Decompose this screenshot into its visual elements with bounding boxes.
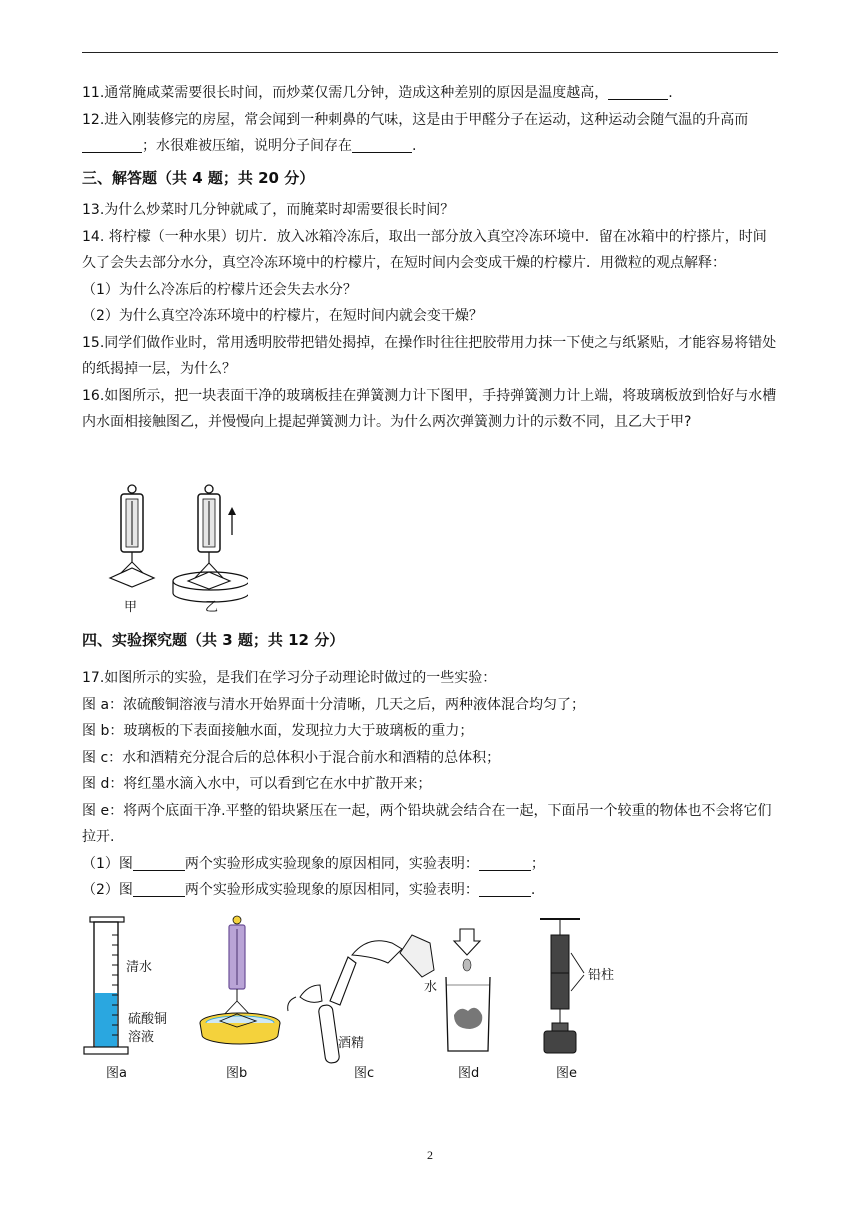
question-17-sub-1: （1）图 两个实验形成实验现象的原因相同，实验表明： ； bbox=[82, 855, 545, 872]
answer-blank[interactable] bbox=[133, 880, 185, 897]
question-14-sub-1: （1）为什么冷冻后的柠檬片还会失去水分？ bbox=[82, 281, 357, 298]
caption-fig-b: 图b bbox=[226, 1066, 248, 1081]
caption-fig-a: 图a bbox=[106, 1066, 127, 1081]
answer-blank[interactable] bbox=[608, 83, 668, 100]
graduated-cylinder bbox=[84, 917, 128, 1054]
caption-fig-e: 图e bbox=[556, 1066, 577, 1081]
spring-scale-with-tray bbox=[200, 916, 280, 1044]
questions-part-2 bbox=[82, 665, 780, 904]
figure-label-yi: 乙 bbox=[205, 600, 219, 615]
question-14: 14. 将柠檬（一种水果）切片．放入冰箱冷冻后，取出一部分放入真空冷冻环境中．留在冰箱中的柠搽片，时间久了会失去部分水分，真空冷冻环境中的柠檬片，在短时间内会变成干燥的柠檬片．用微粒的观点解释： bbox=[82, 228, 767, 271]
question-16: 16.如图所示，把一块表面干净的玻璃板挂在弹簧测力计下图甲，手持弹簧测力计上端，将玻璃板放到恰好与水槽内水面相接触图乙，并慢慢向上提起弹簧测力计。为什么两次弹簧测力计的示数不同，且乙大于甲? bbox=[82, 387, 777, 430]
label-water-c: 水 bbox=[424, 980, 438, 995]
question-15: 15.同学们做作业时，常用透明胶带把错处揭掉，在操作时往往把胶带用力抹一下使之与纸紧贴，才能容易将错处的纸揭掉一层，为什么？ bbox=[82, 334, 777, 377]
question-17-fig-d: 图 d：将红墨水滴入水中，可以看到它在水中扩散开来； bbox=[82, 776, 432, 792]
figure-17-experiments bbox=[82, 915, 642, 1085]
label-cuso4-line1: 硫酸铜 bbox=[128, 1012, 168, 1027]
caption-fig-d: 图d bbox=[458, 1066, 480, 1081]
question-11: 11.通常腌咸菜需要很长时间，而炒菜仅需几分钟，造成这种差别的原因是温度越高， . bbox=[82, 85, 673, 101]
answer-blank[interactable] bbox=[479, 880, 531, 897]
label-alcohol: 酒精 bbox=[338, 1036, 365, 1051]
questions-part-1 bbox=[82, 80, 780, 436]
answer-blank[interactable] bbox=[133, 854, 185, 871]
answer-blank[interactable] bbox=[479, 854, 531, 871]
spring-scale-b bbox=[173, 485, 248, 602]
ink-diffusion-beaker bbox=[446, 929, 490, 1051]
answer-blank[interactable] bbox=[82, 136, 142, 153]
question-14-sub-2: （2）为什么真空冷冻环境中的柠檬片，在短时间内就会变干燥？ bbox=[82, 308, 483, 324]
header-rule bbox=[82, 52, 778, 53]
question-17-fig-c: 图 c：水和酒精充分混合后的总体积小于混合前水和酒精的总体积； bbox=[82, 749, 501, 766]
label-water: 清水 bbox=[126, 960, 153, 975]
question-13: 13.为什么炒菜时几分钟就咸了，而腌菜时却需要很长时间？ bbox=[82, 202, 455, 218]
question-17-intro: 17.如图所示的实验，是我们在学习分子动理论时做过的一些实验： bbox=[82, 670, 497, 686]
label-cuso4-line2: 溶液 bbox=[128, 1030, 155, 1045]
figure-label-jia: 甲 bbox=[124, 600, 138, 615]
label-lead: 铅柱 bbox=[588, 968, 615, 983]
question-17-fig-b: 图 b：玻璃板的下表面接触水面，发现拉力大于玻璃板的重力； bbox=[82, 723, 474, 739]
figure-16-spring-scales bbox=[108, 483, 248, 618]
lead-cylinders bbox=[540, 919, 584, 1053]
spring-scale-a bbox=[110, 485, 154, 587]
caption-fig-c: 图c bbox=[354, 1066, 375, 1081]
question-12: 12.进入刚装修完的房屋，常会闻到一种刺鼻的气味，这是由于甲醛分子在运动，这种运动会随气温的升高而；水很难被压缩，说明分子间存在 . bbox=[82, 111, 749, 154]
question-17-fig-e: 图 e：将两个底面干净.平整的铅块紧压在一起，两个铅块就会结合在一起，下面吊一个较重的物体也不会将它们拉开. bbox=[82, 802, 772, 845]
section-3-heading: 三、解答题（共 4 题；共 20 分） bbox=[82, 168, 315, 187]
answer-blank[interactable] bbox=[352, 136, 412, 153]
page-number: 2 bbox=[427, 1148, 433, 1162]
question-17-fig-a: 图 a：浓硫酸铜溶液与清水开始界面十分清晰，几天之后，两种液体混合均匀了； bbox=[82, 696, 586, 713]
up-arrow-icon bbox=[228, 507, 236, 535]
question-17-sub-2: （2）图 两个实验形成实验现象的原因相同，实验表明： . bbox=[82, 882, 536, 898]
section-4-heading: 四、实验探究题（共 3 题；共 12 分） bbox=[82, 631, 345, 649]
